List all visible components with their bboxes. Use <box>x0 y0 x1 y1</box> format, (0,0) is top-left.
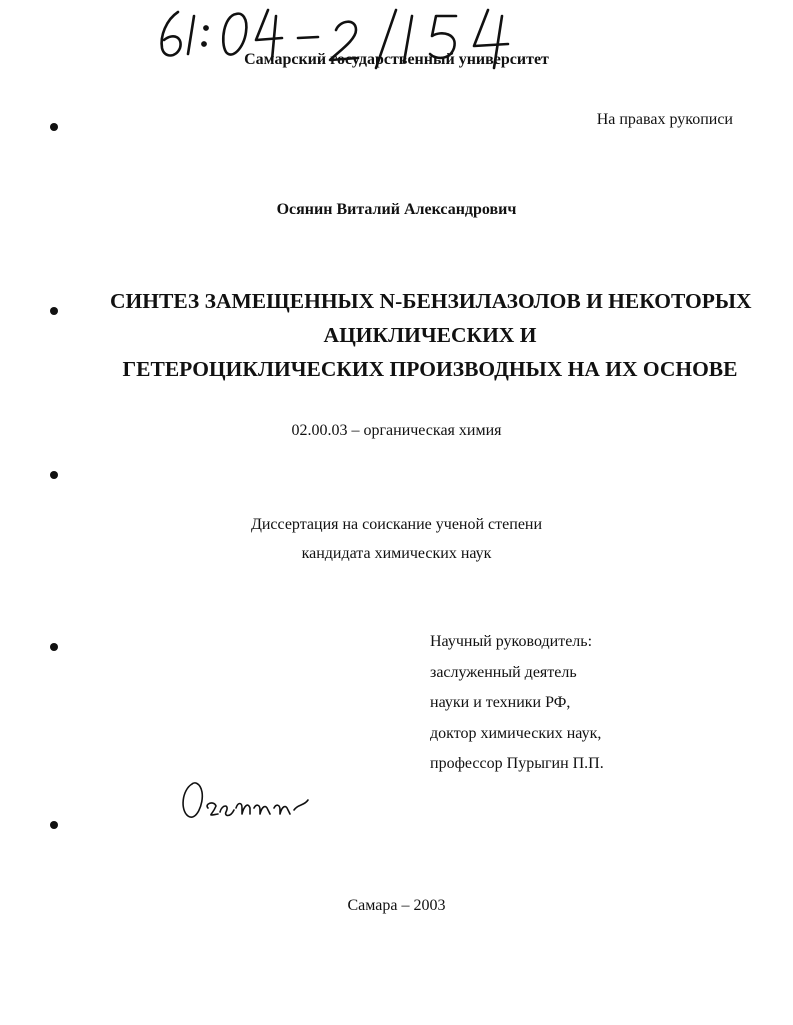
supervisor-block <box>430 627 604 780</box>
degree-statement <box>0 510 793 568</box>
supervisor-line: заслуженный деятель <box>430 663 577 681</box>
specialty: 02.00.03 – органическая химия <box>291 422 502 439</box>
binding-punch-mark <box>50 643 58 651</box>
degree-line: кандидата химических наук <box>301 545 492 562</box>
supervisor-line: Научный руководитель: <box>430 633 593 650</box>
binding-punch-mark <box>50 123 58 131</box>
supervisor-line: профессор Пурыгин П.П. <box>430 755 604 772</box>
university-name: Самарский государственный университет <box>244 51 549 68</box>
supervisor-line: доктор химических наук, <box>430 724 602 742</box>
binding-punch-mark <box>50 821 58 829</box>
binding-punch-mark <box>50 307 58 315</box>
binding-punch-mark <box>50 471 58 479</box>
dissertation-title <box>110 284 750 386</box>
title-line: АЦИКЛИЧЕСКИХ И <box>323 323 537 347</box>
city-year: Самара – 2003 <box>347 897 446 914</box>
degree-line: Диссертация на соискание ученой степени <box>250 516 543 533</box>
title-line: ГЕТЕРОЦИКЛИЧЕСКИХ ПРОИЗВОДНЫХ НА ИХ ОСНОВЕ <box>122 357 738 381</box>
title-line: СИНТЕЗ ЗАМЕЩЕННЫХ N-БЕНЗИЛАЗОЛОВ И НЕКОТОРЫХ <box>110 289 752 313</box>
supervisor-line: науки и техники РФ, <box>430 694 571 711</box>
manuscript-note: На правах рукописи <box>596 111 733 128</box>
author-signature <box>178 774 313 826</box>
author-name: Осянин Виталий Александрович <box>276 201 517 218</box>
